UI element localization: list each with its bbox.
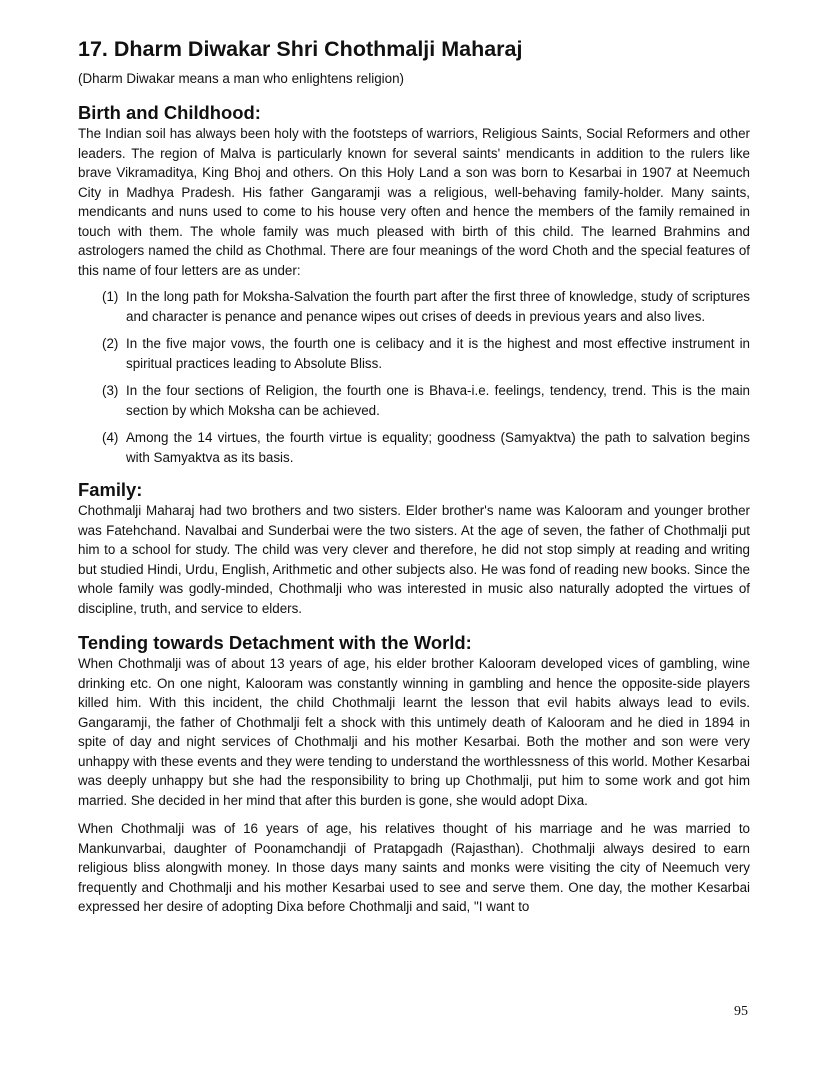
meanings-list: [78, 287, 750, 467]
list-item-number: (3): [102, 383, 119, 398]
section-heading-family: Family:: [78, 479, 143, 500]
list-item-text: In the five major vows, the fourth one is celibacy and it is the highest and most effective instrument in spiritual practices leading to Absolute Bliss.: [126, 336, 750, 371]
page-number: 95: [734, 1004, 748, 1019]
list-item: [78, 381, 750, 420]
list-item-text: Among the 14 virtues, the fourth virtue is equality; goodness (Samyaktva) the path to salvation begins with Samyaktva as its basis.: [126, 430, 750, 465]
list-item-number: (4): [102, 430, 119, 445]
section-heading-birth: Birth and Childhood:: [78, 102, 261, 123]
list-item: [78, 334, 750, 373]
paragraph-family: Chothmalji Maharaj had two brothers and two sisters. Elder brother's name was Kalooram and younger brother was Fatehchand. Navalbai and Sunderbai were the two sisters. At the age of seven, the father of Chothmalji put him to a school for study. The child was very clever and therefore, he did not stop simply at reading and writing but studied Hindi, Urdu, English, Arithmetic and other subjects also. He was fond of reading new books. Since the whole family was godly-minded, Chothmalji who was interested in music also naturally adopted the virtues of discipline, truth, and service to elders.: [78, 503, 750, 616]
list-item-text: In the long path for Moksha-Salvation the fourth part after the first three of knowledge, study of scriptures and character is penance and penance wipes out crises of deeds in previous years and also lives.: [126, 289, 750, 324]
list-item-number: (2): [102, 336, 119, 351]
list-item-text: In the four sections of Religion, the fourth one is Bhava-i.e. feelings, tendency, trend. This is the main section by which Moksha can be achieved.: [126, 383, 750, 418]
list-item: [78, 287, 750, 326]
chapter-title: 17. Dharm Diwakar Shri Chothmalji Maharaj: [78, 37, 523, 61]
paragraph-detachment-2: When Chothmalji was of 16 years of age, his relatives thought of his marriage and he was married to Mankunvarbai, daughter of Poonamchandji of Pratapgadh (Rajasthan). Chothmalji always desired to earn religious bliss alongwith money. In those days many saints and monks were visiting the city of Neemuch very frequently and Chothmalji and his mother Kesarbai used to see and serve them. One day, the mother Kesarbai expressed her desire of adopting Dixa before Chothmalji and said, "I want to: [78, 821, 750, 914]
paragraph-birth: The Indian soil has always been holy with the footsteps of warriors, Religious Saints, Social Reformers and other leaders. The region of Malva is particularly known for several saints' mendicants in addition to the rulers like brave Vikramaditya, King Bhoj and others. On this Holy Land a son was born to Kesarbai in 1907 at Neemuch City in Madhya Pradesh. His father Gangaramji was a religious, well-behaving family-holder. Many saints, mendicants and nuns used to come to his house very often and hence the members of the family remained in touch with them. The whole family was much pleased with birth of this child. The learned Brahmins and astrologers named the child as Chothmal. There are four meanings of the word Choth and the special features of this name of four letters are as under:: [78, 126, 750, 278]
section-heading-detachment: Tending towards Detachment with the World:: [78, 632, 472, 653]
chapter-subtitle: (Dharm Diwakar means a man who enlightens religion): [78, 71, 404, 86]
list-item: [78, 428, 750, 467]
list-item-number: (1): [102, 289, 119, 304]
paragraph-detachment-1: When Chothmalji was of about 13 years of age, his elder brother Kalooram developed vices of gambling, wine drinking etc. On one night, Kalooram was constantly winning in gambling and hence the opposite-side players killed him. With this incident, the child Chothmalji learnt the lesson that evil habits always lead to evils. Gangaramji, the father of Chothmalji felt a shock with this untimely death of Kalooram and he died in 1894 in spite of day and night services of Chothmalji and his mother Kesarbai. Both the mother and son were very unhappy with these events and they were tending to understand the worthlessness of this world. Mother Kesarbai was deeply unhappy but she had the responsibility to bring up Chothmalji, put him to some work and got him married. She decided in her mind that after this burden is gone, she would adopt Dixa.: [78, 656, 750, 808]
page-content: [78, 36, 750, 917]
